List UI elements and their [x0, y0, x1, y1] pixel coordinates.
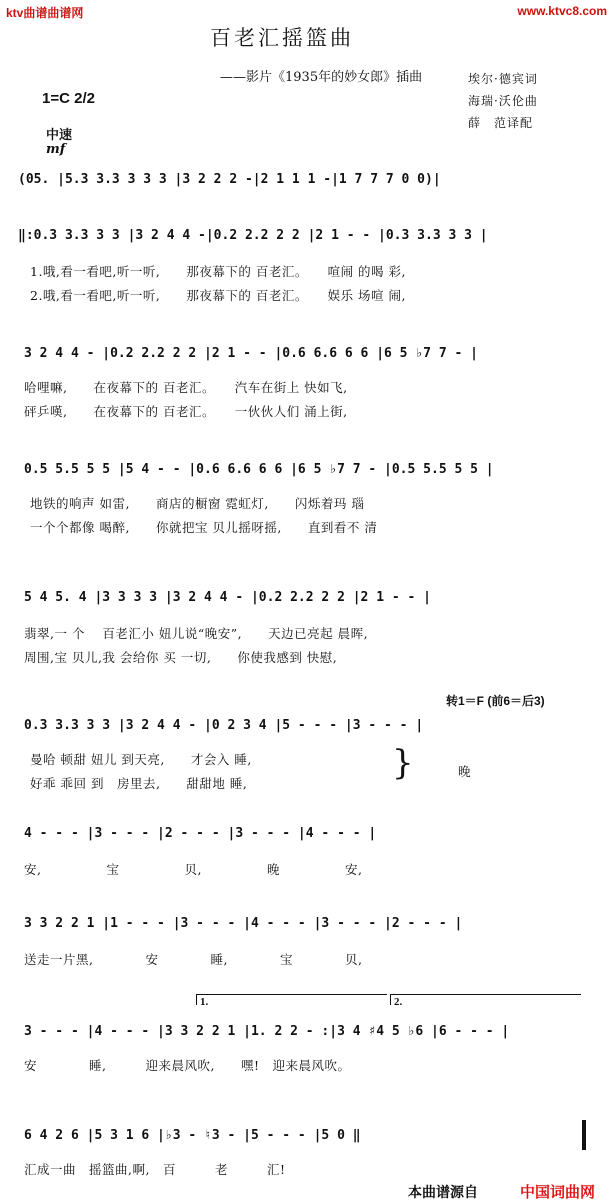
credit-composer: 海瑞·沃伦曲	[468, 94, 538, 108]
system-3-lyric-2: 砰乒嘆, 在夜幕下的 百老汇。 一伙伙人们 涌上街,	[24, 404, 348, 419]
key-signature: 1=C 2/2	[42, 90, 95, 107]
volta-2-label: 2.	[394, 996, 403, 1008]
final-barline	[582, 1120, 586, 1150]
system-3-lyric-1: 哈哩嘛, 在夜幕下的 百老汇。 汽车在街上 快如飞,	[24, 380, 348, 395]
system-5-lyric-1: 翡翠,一 个 百老汇小 妞儿说“晚安”, 天边已亮起 晨晖,	[24, 626, 369, 641]
song-subtitle: ——影片《1935年的妙女郎》插曲	[220, 70, 423, 85]
volta-1-label: 1.	[200, 996, 209, 1008]
song-title: 百老汇摇篮曲	[210, 26, 354, 50]
credit-translator: 薛 范译配	[468, 116, 534, 130]
system-6-shared-lyric: 晚	[458, 764, 472, 779]
modulation-marking: 转1＝F (前6＝后3)	[446, 694, 545, 708]
volta-bracket-2	[390, 994, 581, 1005]
system-8-notes: 3 3 2 2 1 |1 - - - |3 - - - |4 - - - |3 - - - |2 - - - |	[24, 916, 463, 931]
system-6-notes: 0.3 3.3 3 3 |3 2 4 4 - |0 2 3 4 |5 - - - |3 - - - |	[24, 718, 424, 733]
system-3-notes: 3 2 4 4 - |0.2 2.2 2 2 |2 1 - - |0.6 6.6 6 6 |6 5 ♭7 7 - |	[24, 346, 478, 361]
footer-site-name: 中国词曲网	[520, 1184, 596, 1201]
system-10-notes: 6 4 2 6 |5 3 1 6 |♭3 - ♮3 - |5 - - - |5 0 ‖	[24, 1128, 361, 1143]
watermark-right: www.ktvc8.com	[517, 4, 607, 18]
system-6-lyric-2: 好乖 乖回 到 房里去, 甜甜地 睡,	[30, 776, 248, 791]
system-9-notes: 3 - - - |4 - - - |3 3 2 2 1 |1. 2 2 - :|3 4 ♯4 5 ♭6 |6 - - - |	[24, 1024, 510, 1039]
volta-bracket-1	[196, 994, 387, 1005]
system-1-notes: (05. |5.3 3.3 3 3 3 |3 2 2 2 -|2 1 1 1 -|1 7 7 7 0 0)|	[18, 172, 441, 187]
system-5-notes: 5 4 5. 4 |3 3 3 3 |3 2 4 4 - |0.2 2.2 2 2 |2 1 - - |	[24, 590, 431, 605]
system-4-lyric-1: 地铁的响声 如雷, 商店的橱窗 霓虹灯, 闪烁着玛 瑙	[30, 496, 365, 511]
system-6-lyric-1: 曼哈 顿甜 妞儿 到天亮, 才会入 睡,	[30, 752, 252, 767]
lyric-brace: }	[392, 743, 414, 783]
system-10-lyric-1: 汇成一曲 摇篮曲,啊, 百 老 汇!	[24, 1162, 286, 1177]
dynamic-marking: mf	[46, 142, 66, 157]
footer-source-label: 本曲谱源自	[408, 1185, 478, 1201]
watermark-left: ktv曲谱曲谱网	[6, 6, 84, 20]
system-5-lyric-2: 周围,宝 贝儿,我 会给你 买 一切, 你使我感到 快慰,	[24, 650, 338, 665]
system-2-lyric-2: 2.哦,看一看吧,听一听, 那夜幕下的 百老汇。 娱乐 场喧 闹,	[30, 288, 406, 303]
system-7-lyric-1: 安, 宝 贝, 晚 安,	[24, 862, 363, 877]
system-7-notes: 4 - - - |3 - - - |2 - - - |3 - - - |4 - - - |	[24, 826, 377, 841]
credit-lyricist: 埃尔·德宾词	[468, 72, 538, 86]
system-2-lyric-1: 1.哦,看一看吧,听一听, 那夜幕下的 百老汇。 喧闹 的喝 彩,	[30, 264, 406, 279]
system-9-lyric-1: 安 睡, 迎来晨风吹, 嘿! 迎来晨风吹。	[24, 1058, 351, 1073]
system-4-lyric-2: 一个个都像 喝醉, 你就把宝 贝儿摇呀摇, 直到看不 清	[30, 520, 378, 535]
system-4-notes: 0.5 5.5 5 5 |5 4 - - |0.6 6.6 6 6 |6 5 ♭7 7 - |0.5 5.5 5 5 |	[24, 462, 494, 477]
system-8-lyric-1: 送走一片黑, 安 睡, 宝 贝,	[24, 952, 363, 967]
tempo-marking: 中速	[46, 128, 73, 143]
system-2-notes: ‖:0.3 3.3 3 3 |3 2 4 4 -|0.2 2.2 2 2 |2 1 - - |0.3 3.3 3 3 |	[18, 228, 488, 243]
